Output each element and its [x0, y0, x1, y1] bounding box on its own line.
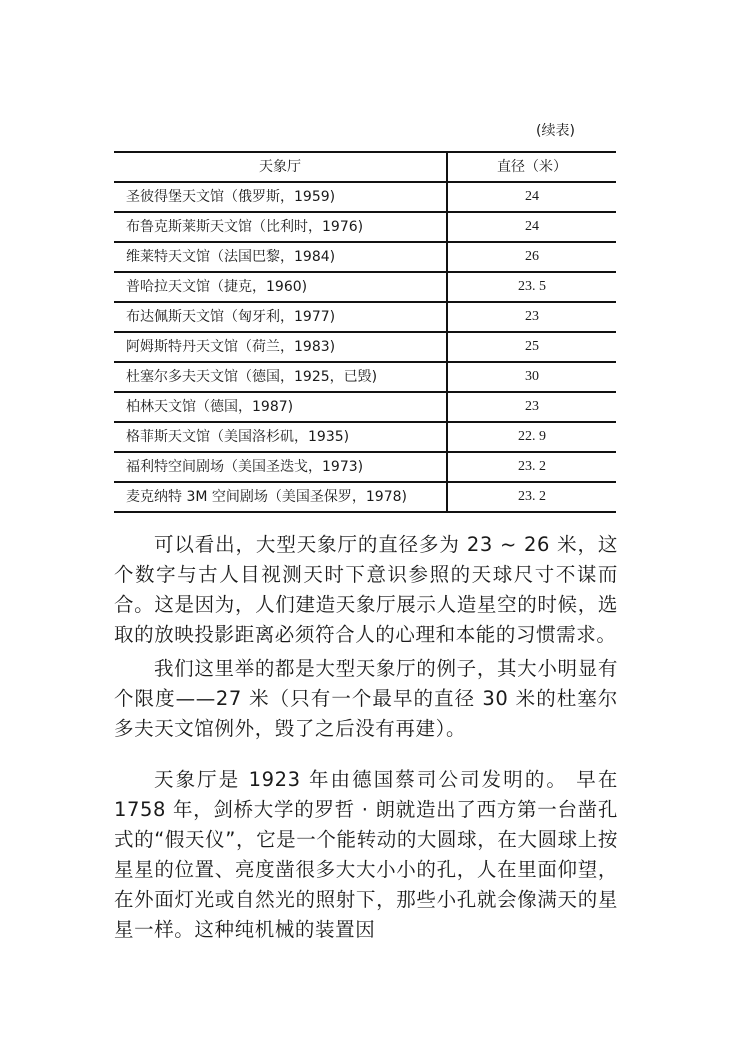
cell-diameter: 23. 5: [447, 272, 616, 302]
cell-diameter: 24: [447, 182, 616, 212]
cell-name: 福利特空间剧场（美国圣迭戈，1973): [114, 452, 447, 482]
table-row: [114, 182, 616, 212]
cell-diameter: 23. 2: [447, 452, 616, 482]
cell-diameter: 23: [447, 302, 616, 332]
continued-table-label: (续表): [536, 123, 575, 139]
cell-diameter: 25: [447, 332, 616, 362]
cell-diameter: 23: [447, 392, 616, 422]
planetarium-table: [114, 151, 616, 513]
cell-diameter: 23. 2: [447, 482, 616, 512]
cell-name: 麦克纳特 3M 空间剧场（美国圣保罗，1978): [114, 482, 447, 512]
cell-name: 普哈拉天文馆（捷克，1960): [114, 272, 447, 302]
body-paragraph: 天象厅是 1923 年由德国蔡司公司发明的。 早在 1758 年，剑桥大学的罗哲 · 朗就造出了西方第一台凿孔式的“假天仪”，它是一个能转动的大圆球，在大圆球上按星星的位置、亮度凿很多大大小小的孔，人在里面仰望，在外面灯光或自然光的照射下，那些小孔就会像满天的星星一样。这种纯机械的装置因: [114, 768, 618, 941]
cell-diameter: 30: [447, 362, 616, 392]
table-header-row: [114, 152, 616, 182]
table-row: [114, 302, 616, 332]
body-paragraph: 可以看出，大型天象厅的直径多为 23 ~ 26 米，这个数字与古人目视测天时下意识参照的天球尺寸不谋而合。这是因为，人们建造天象厅展示人造星空的时候，选取的放映投影距离必须符合人的心理和本能的习惯需求。: [114, 533, 618, 646]
table-row: [114, 332, 616, 362]
table-row: [114, 482, 616, 512]
header-diameter: 直径（米）: [447, 152, 616, 182]
table-row: [114, 422, 616, 452]
cell-name: 阿姆斯特丹天文馆（荷兰，1983): [114, 332, 447, 362]
cell-diameter: 26: [447, 242, 616, 272]
table-row: [114, 272, 616, 302]
table-row: [114, 212, 616, 242]
table-row: [114, 242, 616, 272]
body-paragraph: 我们这里举的都是大型天象厅的例子，其大小明显有个限度——27 米（只有一个最早的直径 30 米的杜塞尔多夫天文馆例外，毁了之后没有再建）。: [114, 657, 618, 740]
cell-name: 圣彼得堡天文馆（俄罗斯，1959): [114, 182, 447, 212]
cell-name: 柏林天文馆（德国，1987): [114, 392, 447, 422]
cell-name: 杜塞尔多夫天文馆（德国，1925，已毁): [114, 362, 447, 392]
table-row: [114, 392, 616, 422]
cell-name: 格菲斯天文馆（美国洛杉矶，1935): [114, 422, 447, 452]
header-planetarium: 天象厅: [114, 152, 447, 182]
cell-diameter: 24: [447, 212, 616, 242]
cell-name: 维莱特天文馆（法国巴黎，1984): [114, 242, 447, 272]
table-row: [114, 362, 616, 392]
table-row: [114, 452, 616, 482]
cell-diameter: 22. 9: [447, 422, 616, 452]
cell-name: 布鲁克斯莱斯天文馆（比利时，1976): [114, 212, 447, 242]
cell-name: 布达佩斯天文馆（匈牙利，1977): [114, 302, 447, 332]
